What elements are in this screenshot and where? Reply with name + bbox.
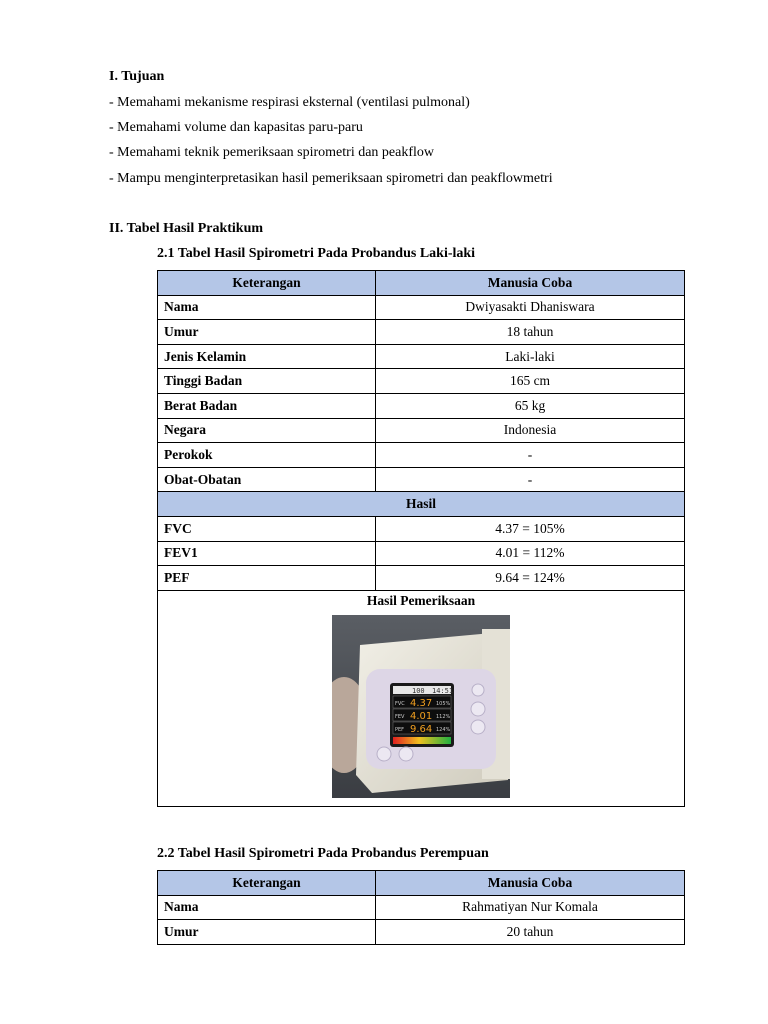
table-row [158,895,685,920]
row-value: 65 kg [376,393,685,418]
table-probandus-laki [157,270,685,807]
row-label: Obat-Obatan [158,467,376,492]
screen-label: FEV [395,713,405,720]
tujuan-item: - Memahami volume dan kapasitas paru-paru [109,120,363,135]
screen-label: PEF [395,726,405,733]
tujuan-item: - Memahami teknik pemeriksaan spirometri dan peakflow [109,145,435,160]
spirometer-photo [332,615,510,798]
header-keterangan: Keterangan [158,871,376,896]
result-value: 4.01 = 112% [376,541,685,566]
row-label: Nama [158,295,376,320]
row-label: Umur [158,320,376,345]
table-row [158,320,685,345]
result-value: 4.37 = 105% [376,516,685,541]
row-value: Rahmatiyan Nur Komala [376,895,685,920]
row-value: Indonesia [376,418,685,443]
exam-title: Hasil Pemeriksaan [366,592,476,608]
result-label: FEV1 [158,541,376,566]
screen-time: 14:51 [432,686,454,695]
header-manusia-coba: Manusia Coba [376,871,685,896]
row-label: Nama [158,895,376,920]
screen-top-value: 100 [412,686,425,695]
table2-title: 2.2 Tabel Hasil Spirometri Pada Probandus Perempuan [157,846,489,861]
screen-unit: 105% [436,700,451,707]
row-value: - [376,443,685,468]
table1-title: 2.1 Tabel Hasil Spirometri Pada Probandus Laki-laki [157,246,476,261]
table-row [158,516,685,541]
table-probandus-perempuan [157,870,685,945]
screen-value: 9.64 [410,723,433,735]
row-value: Laki-laki [376,344,685,369]
result-value: 9.64 = 124% [376,566,685,591]
table-row [158,393,685,418]
row-label: Berat Badan [158,393,376,418]
screen-unit: 124% [436,726,451,733]
screen-value: 4.37 [410,697,433,709]
table-header-row [158,271,685,296]
result-label: PEF [158,566,376,591]
exam-row [158,590,685,806]
tujuan-item: - Memahami mekanisme respirasi eksternal (ventilasi pulmonal) [109,95,470,110]
table-row [158,920,685,945]
section-tabel-title: II. Tabel Hasil Praktikum [109,221,264,236]
screen-unit: 112% [436,713,451,720]
table-header-row [158,871,685,896]
row-label: Jenis Kelamin [158,344,376,369]
table-row [158,344,685,369]
header-keterangan: Keterangan [158,271,376,296]
row-label: Tinggi Badan [158,369,376,394]
table-row [158,418,685,443]
row-value: 18 tahun [376,320,685,345]
row-label: Perokok [158,443,376,468]
row-value: 165 cm [376,369,685,394]
result-header-row [158,492,685,517]
screen-value: 4.01 [410,710,433,722]
screen-label: FVC [395,700,405,707]
row-label: Umur [158,920,376,945]
row-value: Dwiyasakti Dhaniswara [376,295,685,320]
table-row [158,369,685,394]
header-manusia-coba: Manusia Coba [376,271,685,296]
row-value: 20 tahun [376,920,685,945]
section-tujuan-title: I. Tujuan [109,69,165,84]
table-row [158,467,685,492]
row-label: Negara [158,418,376,443]
table-row [158,566,685,591]
row-value: - [376,467,685,492]
tujuan-item: - Mampu menginterpretasikan hasil pemeriksaan spirometri dan peakflowmetri [109,171,553,186]
table-row [158,295,685,320]
result-header: Hasil [158,492,685,517]
table-row [158,541,685,566]
exam-cell [158,590,685,806]
result-label: FVC [158,516,376,541]
table-row [158,443,685,468]
